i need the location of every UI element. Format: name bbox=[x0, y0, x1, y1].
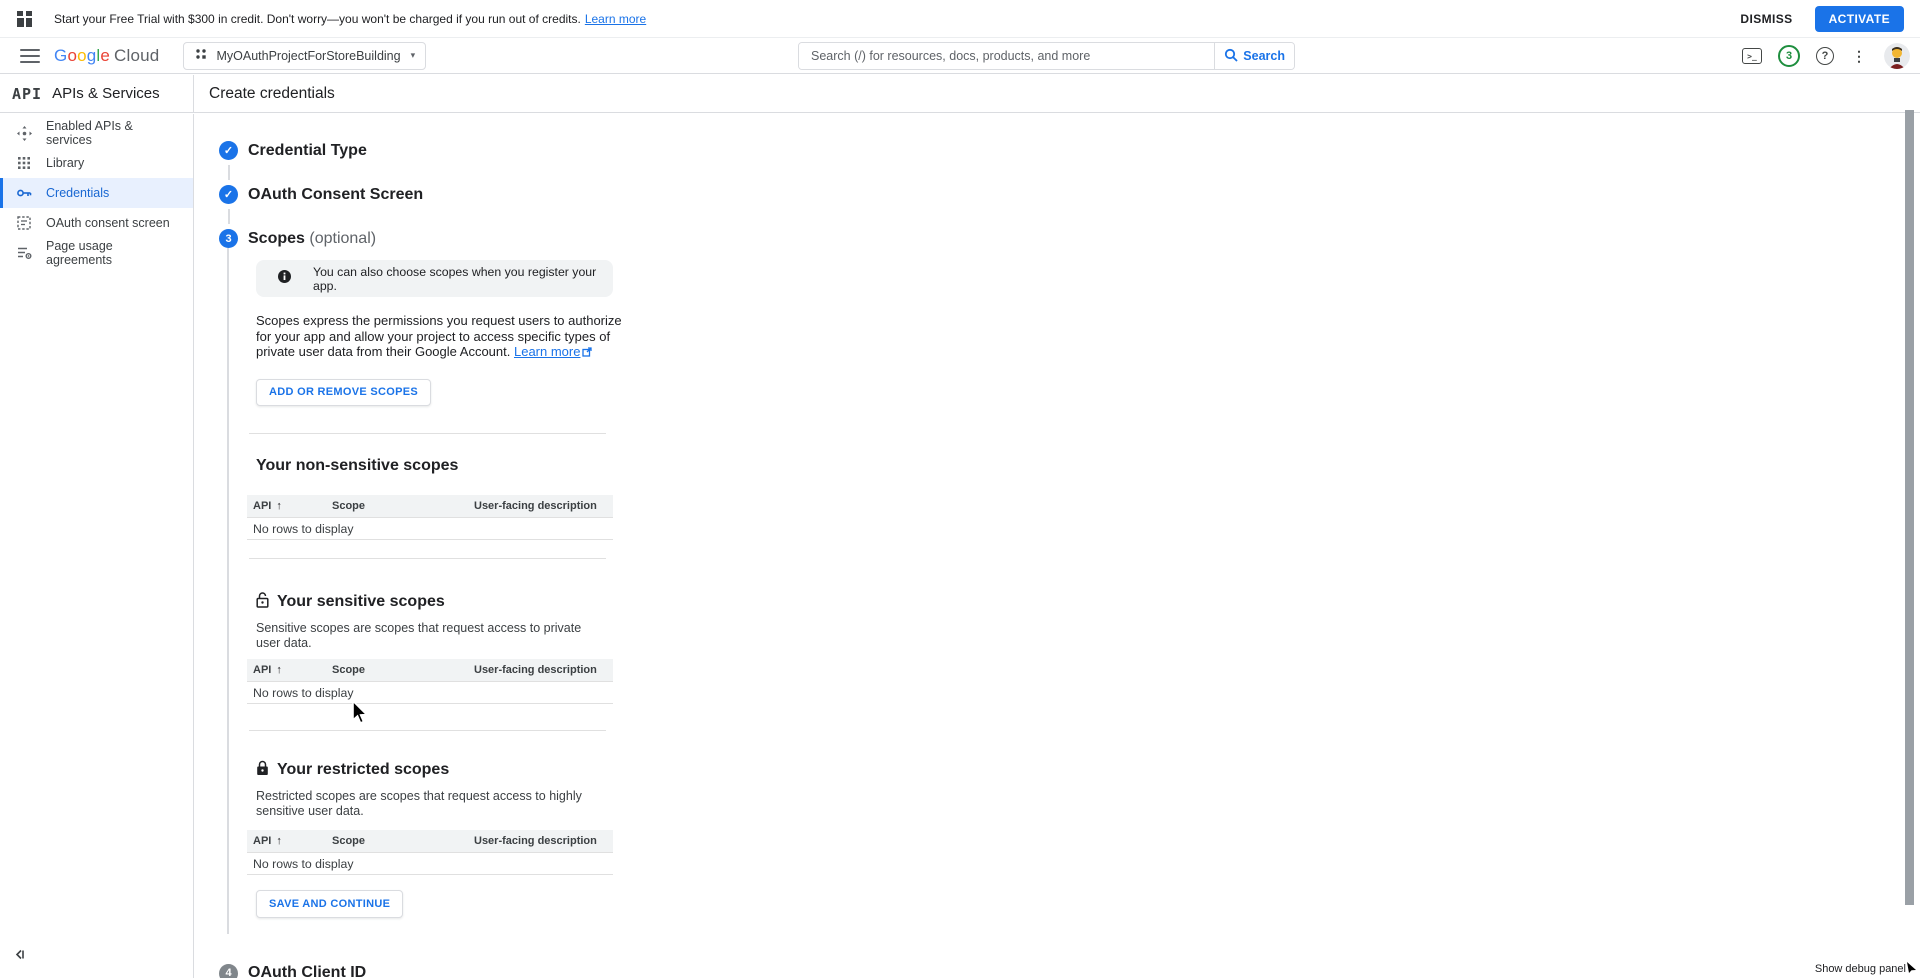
scopes-description bbox=[256, 313, 624, 361]
gift-icon bbox=[16, 10, 34, 28]
library-icon bbox=[16, 155, 32, 171]
column-label: API bbox=[253, 499, 272, 512]
search-input[interactable] bbox=[799, 43, 1214, 69]
empty-table-row: No rows to display bbox=[247, 682, 613, 704]
step-label: OAuth Consent Screen bbox=[248, 185, 424, 203]
section-divider bbox=[249, 558, 606, 559]
subheader bbox=[0, 75, 1920, 113]
sort-ascending-icon: ↑ bbox=[276, 499, 282, 512]
step-label-text: Scopes bbox=[248, 229, 305, 247]
sidebar-item-label: Page usage agreements bbox=[46, 239, 113, 267]
scopes-info-banner bbox=[256, 260, 613, 297]
sidebar-item-label: OAuth consent screen bbox=[46, 216, 170, 230]
info-icon bbox=[278, 270, 291, 288]
sidebar-item-library[interactable] bbox=[0, 148, 193, 178]
sidebar-item-label: Enabled APIs & services bbox=[46, 119, 133, 147]
search-button-label: Search bbox=[1243, 49, 1285, 63]
sidebar bbox=[0, 114, 194, 978]
section-title: Your restricted scopes bbox=[277, 761, 450, 779]
enabled-apis-icon bbox=[16, 125, 32, 141]
column-description[interactable]: User-facing description bbox=[474, 499, 597, 512]
google-logo-text: Google bbox=[54, 45, 111, 65]
section-divider bbox=[249, 433, 606, 434]
step-label: OAuth Client ID bbox=[248, 964, 367, 978]
step-credential-type bbox=[219, 141, 859, 160]
sidebar-item-oauth-consent[interactable] bbox=[0, 208, 193, 238]
column-api[interactable] bbox=[253, 664, 332, 676]
banner-actions bbox=[1740, 6, 1904, 32]
external-link-icon bbox=[582, 345, 592, 361]
sidebar-title: APIs & Services bbox=[52, 85, 160, 102]
search-icon bbox=[1224, 48, 1238, 65]
more-vertical-icon[interactable]: ⋮ bbox=[1852, 47, 1866, 64]
scopes-description-text: Scopes express the permissions you request users to authorize for your app and allow your project to access specific types of private user data from their Google Account. bbox=[256, 313, 622, 360]
section-divider bbox=[249, 730, 606, 731]
sidebar-item-label: Credentials bbox=[46, 186, 110, 200]
main-content bbox=[195, 114, 1920, 978]
credential-wizard bbox=[219, 141, 859, 978]
step-number-badge: 4 bbox=[219, 964, 238, 978]
project-name: MyOAuthProjectForStoreBuilding bbox=[216, 48, 401, 63]
scopes-info-text: You can also choose scopes when you register your app. bbox=[313, 264, 597, 293]
step-label bbox=[248, 230, 376, 248]
sensitive-scopes-table bbox=[247, 659, 613, 704]
empty-table-row: No rows to display bbox=[247, 518, 613, 540]
banner-text bbox=[54, 12, 646, 26]
help-icon[interactable]: ? bbox=[1816, 47, 1834, 65]
column-api[interactable] bbox=[253, 835, 332, 847]
header-actions bbox=[1742, 38, 1910, 74]
sidebar-item-enabled-apis[interactable] bbox=[0, 118, 193, 148]
key-icon bbox=[16, 185, 32, 201]
search-bar bbox=[798, 42, 1295, 70]
lock-open-icon bbox=[256, 592, 269, 613]
non-sensitive-scopes-heading: Your non-sensitive scopes bbox=[256, 456, 459, 474]
section-title: Your sensitive scopes bbox=[277, 593, 445, 611]
dismiss-button[interactable]: DISMISS bbox=[1740, 11, 1793, 26]
cloud-logo-text: Cloud bbox=[114, 45, 160, 65]
banner-learn-more-link[interactable]: Learn more bbox=[584, 11, 647, 26]
page-title: Create credentials bbox=[209, 84, 335, 102]
column-label: API bbox=[253, 663, 272, 676]
step-complete-icon: ✓ bbox=[219, 141, 238, 160]
trial-banner bbox=[0, 0, 1920, 38]
restricted-scopes-table bbox=[247, 830, 613, 875]
project-selector[interactable] bbox=[183, 42, 426, 70]
column-scope[interactable]: Scope bbox=[332, 663, 366, 676]
step-label: Credential Type bbox=[248, 141, 367, 159]
lock-icon bbox=[256, 760, 269, 781]
table-header-row bbox=[247, 659, 613, 682]
cloud-shell-icon[interactable]: >_ bbox=[1742, 48, 1762, 64]
column-label: API bbox=[253, 834, 272, 847]
restricted-scopes-subtitle: Restricted scopes are scopes that request access to highly sensitive user data. bbox=[256, 788, 582, 819]
non-sensitive-scopes-table bbox=[247, 495, 613, 540]
column-scope[interactable]: Scope bbox=[332, 499, 366, 512]
column-description[interactable]: User-facing description bbox=[474, 834, 597, 847]
step-oauth-client-id bbox=[219, 964, 859, 978]
scopes-step-body bbox=[227, 248, 667, 934]
sort-ascending-icon: ↑ bbox=[276, 663, 282, 676]
step-scopes bbox=[219, 229, 859, 248]
sidebar-header bbox=[0, 75, 194, 112]
collapse-panel-icon[interactable] bbox=[14, 947, 25, 965]
table-header-row bbox=[247, 830, 613, 853]
step-connector bbox=[228, 165, 230, 180]
menu-icon[interactable] bbox=[20, 49, 40, 63]
step-number-badge: 3 bbox=[219, 229, 238, 248]
scrollbar-thumb[interactable] bbox=[1905, 110, 1914, 905]
step-complete-icon: ✓ bbox=[219, 185, 238, 204]
activate-button[interactable]: ACTIVATE bbox=[1815, 6, 1904, 32]
show-debug-panel-link[interactable]: Show debug panel bbox=[1814, 963, 1906, 975]
chevron-down-icon: ▾ bbox=[410, 50, 416, 60]
sidebar-item-credentials[interactable] bbox=[0, 178, 193, 208]
save-row bbox=[256, 890, 667, 918]
column-description[interactable]: User-facing description bbox=[474, 663, 597, 676]
sidebar-item-label: Library bbox=[46, 156, 85, 170]
corner-cursor bbox=[1906, 960, 1918, 978]
agreements-icon bbox=[16, 245, 32, 261]
sort-ascending-icon: ↑ bbox=[276, 834, 282, 847]
api-logo: API bbox=[12, 84, 43, 103]
table-header-row bbox=[247, 495, 613, 518]
sensitive-scopes-heading bbox=[256, 592, 667, 613]
consent-screen-icon bbox=[16, 215, 32, 231]
avatar[interactable] bbox=[1884, 43, 1910, 69]
column-api[interactable] bbox=[253, 500, 332, 512]
restricted-scopes-heading bbox=[256, 760, 667, 781]
banner-message: Start your Free Trial with $300 in credit. Don't worry—you won't be charged if you run out of credits. bbox=[54, 11, 581, 26]
app-header bbox=[0, 38, 1920, 74]
save-and-continue-button[interactable]: SAVE AND CONTINUE bbox=[256, 890, 403, 918]
notifications-badge[interactable]: 3 bbox=[1778, 45, 1800, 67]
step-oauth-consent-screen bbox=[219, 185, 859, 204]
project-icon bbox=[194, 47, 208, 64]
learn-more-text: Learn more bbox=[513, 344, 581, 360]
google-cloud-logo[interactable] bbox=[54, 46, 159, 66]
sensitive-scopes-subtitle: Sensitive scopes are scopes that request access to private user data. bbox=[256, 620, 582, 651]
column-scope[interactable]: Scope bbox=[332, 834, 366, 847]
empty-table-row: No rows to display bbox=[247, 853, 613, 875]
step-label-suffix: (optional) bbox=[309, 229, 377, 247]
add-or-remove-scopes-button[interactable]: ADD OR REMOVE SCOPES bbox=[256, 379, 431, 406]
search-button[interactable] bbox=[1214, 43, 1294, 69]
scopes-learn-more-link[interactable] bbox=[514, 344, 592, 359]
step-connector bbox=[228, 209, 230, 224]
sidebar-item-page-usage[interactable] bbox=[0, 238, 193, 268]
